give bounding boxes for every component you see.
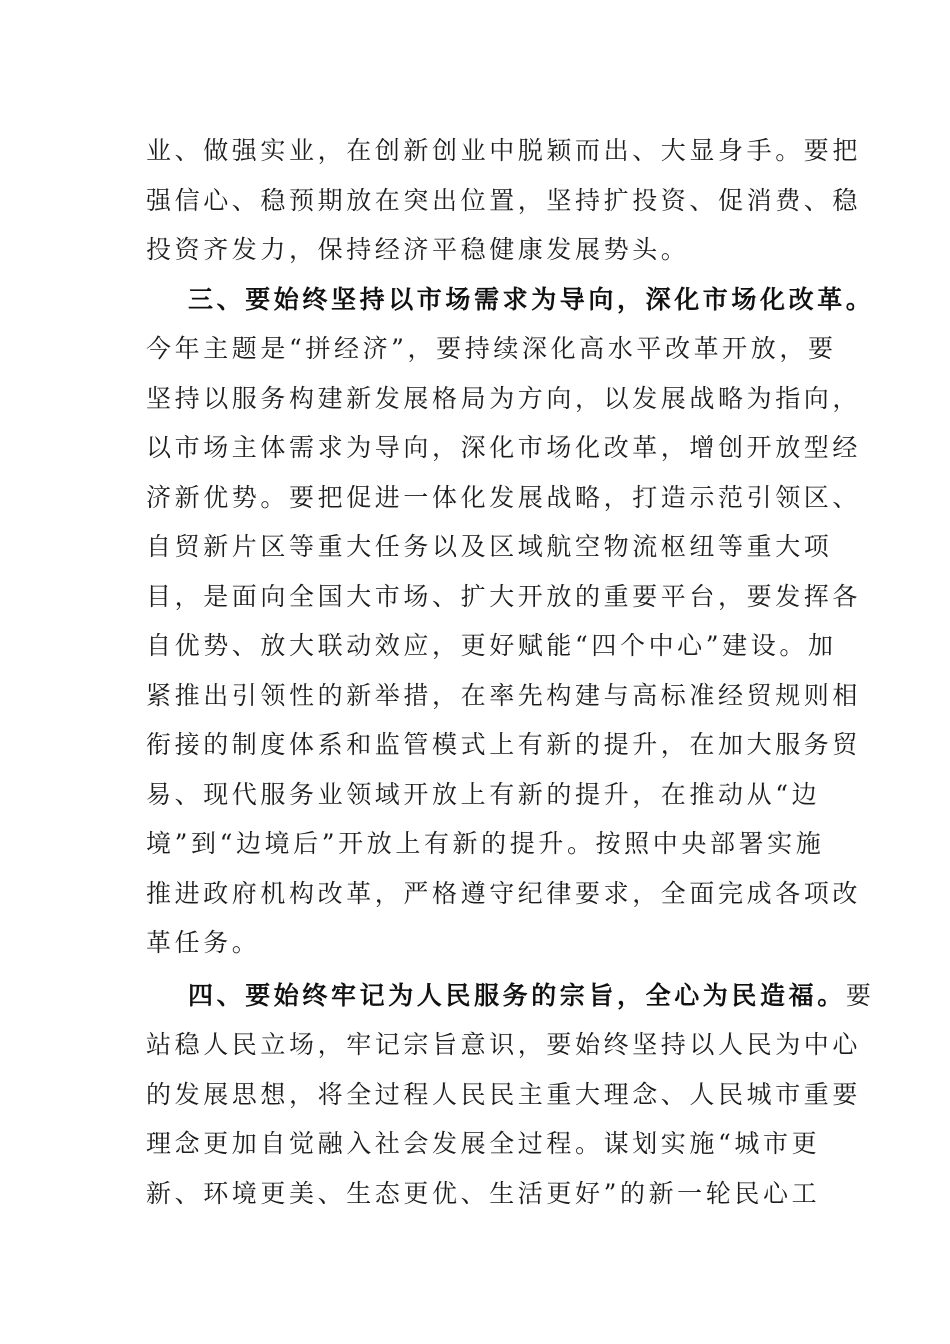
text-line: 今年主题是“拼经济”，要持续深化高水平改革开放，要: [146, 334, 837, 363]
text-line: 的发展思想，将全过程人民民主重大理念、人民城市重要: [146, 1079, 862, 1109]
text-line: 自优势、放大联动效应，更好赋能“四个中心”建设。加: [146, 631, 837, 660]
text-line: 济新优势。要把促进一体化发展战略，打造示范引领区、: [146, 482, 862, 512]
text-line: 革任务。: [146, 928, 261, 957]
text-line: 业、做强实业，在创新创业中脱颖而出、大显身手。要把: [146, 136, 862, 165]
text-line: 推进政府机构改革，严格遵守纪律要求，全面完成各项改: [146, 878, 862, 908]
text-line: 理念更加自觉融入社会发展全过程。谋划实施“城市更: [146, 1129, 821, 1158]
text-line: 新、环境更美、生态更优、生活更好”的新一轮民心工: [146, 1178, 821, 1208]
text-line: 衔接的制度体系和监管模式上有新的提升，在加大服务贸: [146, 730, 862, 759]
heading-tail-text: 要: [845, 980, 875, 1010]
text-line: 以市场主体需求为导向，深化市场化改革，增创开放型经: [146, 433, 862, 462]
text-line: 投资齐发力，保持经济平稳健康发展势头。: [146, 235, 690, 264]
text-line: 目，是面向全国大市场、扩大开放的重要平台，要发挥各: [146, 581, 862, 611]
document-body: [146, 126, 875, 1218]
text-line: 境”到“边境后”开放上有新的提升。按照中央部署实施: [146, 829, 825, 858]
paragraph-4-first-line: [146, 971, 875, 1021]
text-line: 自贸新片区等重大任务以及区域航空物流枢纽等重大项: [146, 532, 833, 561]
text-line: 强信心、稳预期放在突出位置，坚持扩投资、促消费、稳: [146, 185, 862, 215]
text-line: 紧推出引领性的新举措，在率先构建与高标准经贸规则相: [146, 680, 862, 710]
section-heading-4: 四、要始终牢记为人民服务的宗旨，全心为民造福。: [188, 980, 846, 1010]
text-line: 站稳人民立场，牢记宗旨意识，要始终坚持以人民为中心: [146, 1030, 862, 1059]
text-line: 坚持以服务构建新发展格局为方向，以发展战略为指向，: [146, 383, 862, 413]
section-heading-3: 三、要始终坚持以市场需求为导向，深化市场化改革。: [188, 284, 875, 314]
text-line: 易、现代服务业领域开放上有新的提升，在推动从“边: [146, 779, 821, 809]
